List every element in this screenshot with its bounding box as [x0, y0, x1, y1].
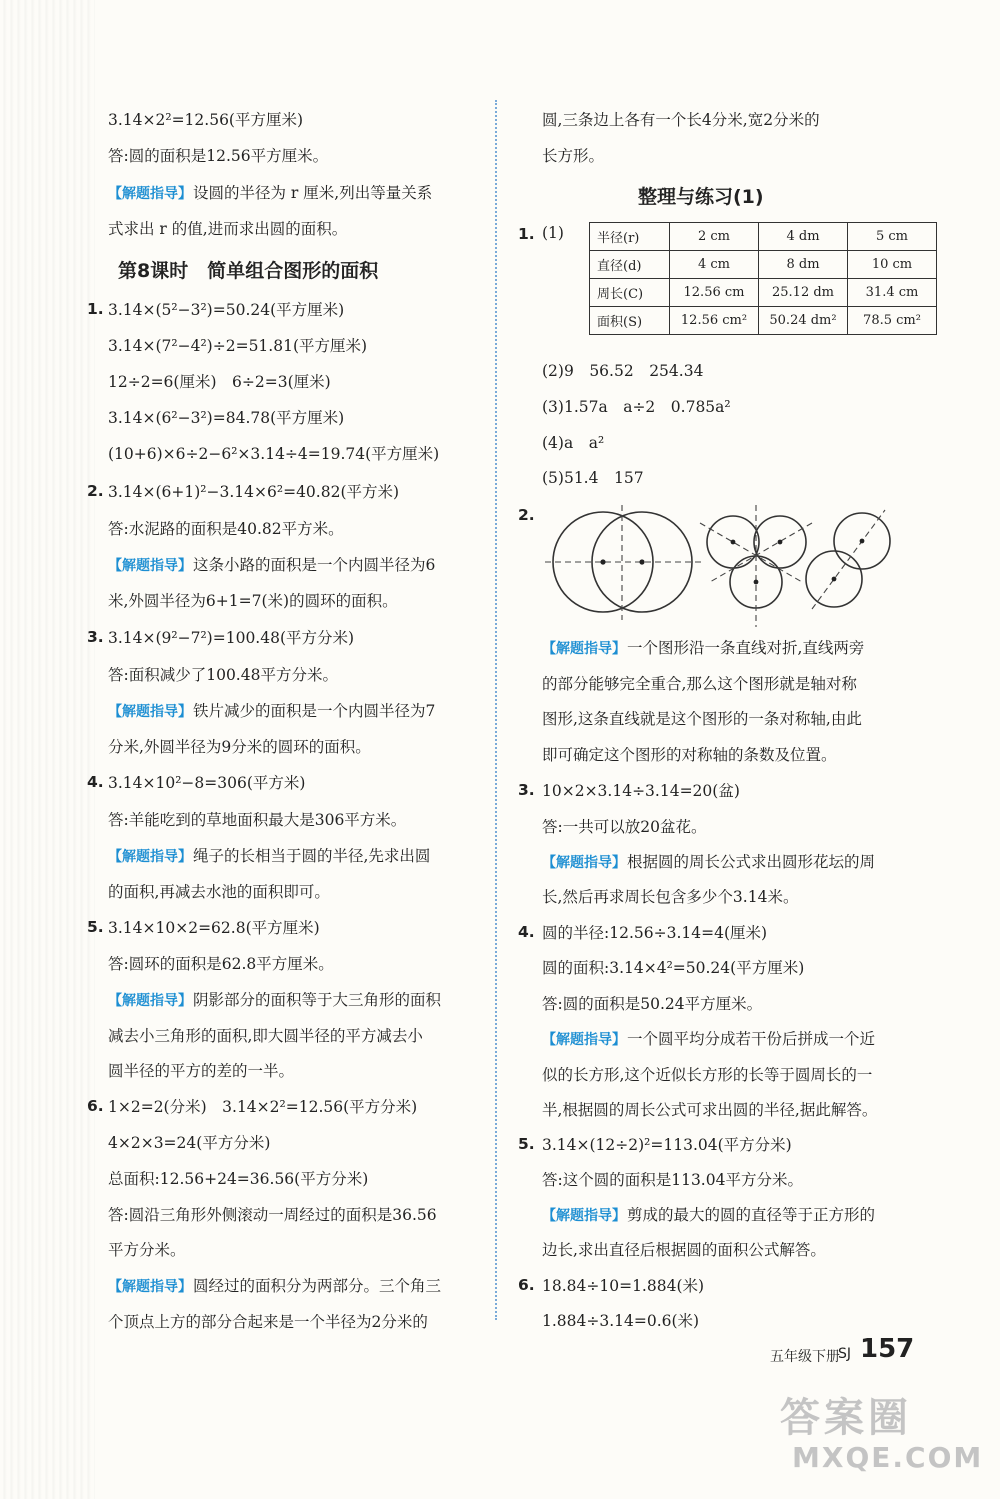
answer-line: 答:一共可以放20盆花。	[542, 818, 707, 836]
binding-edge	[0, 0, 95, 1499]
table-cell: 10 cm	[848, 251, 937, 279]
tip-line: 的部分能够完全重合,那么这个图形就是轴对称	[542, 675, 857, 693]
tip-line: 边长,求出直径后根据圆的面积公式解答。	[542, 1241, 826, 1259]
tip-label: 【解题指导】	[108, 558, 192, 574]
tip-line: 分米,外圆半径为9分米的圆环的面积。	[108, 738, 371, 756]
tip-text: 这条小路的面积是一个内圆半径为6	[193, 556, 436, 574]
tip-line	[108, 555, 435, 576]
answer-line: 答:水泥路的面积是40.82平方米。	[108, 520, 344, 538]
answer-line: 答:圆环的面积是62.8平方厘米。	[108, 955, 334, 973]
tip-line: 个顶点上方的部分合起来是一个半径为2分米的	[108, 1313, 428, 1331]
tip-text: 一个图形沿一条直线对折,直线两旁	[627, 639, 865, 657]
formula-line: 3.14×(7²−4²)÷2=51.81(平方厘米)	[108, 337, 368, 355]
table-row	[590, 223, 937, 251]
question-number: 3.	[87, 628, 104, 646]
center-dot	[639, 559, 644, 564]
table-cell: 面积(S)	[590, 307, 670, 335]
tip-label: 【解题指导】	[542, 1032, 626, 1048]
tip-text: 圆经过的面积分为两部分。三个角三	[193, 1277, 442, 1295]
tip-line	[542, 1205, 875, 1226]
tip-text: 根据圆的周长公式求出圆形花坛的周	[627, 853, 876, 871]
tip-line	[542, 638, 864, 659]
column-divider	[495, 100, 497, 1320]
formula-line: 10×2×3.14÷3.14=20(盆)	[542, 782, 740, 800]
formula-line: 12÷2=6(厘米) 6÷2=3(厘米)	[108, 373, 331, 391]
formula-line: 3.14×(6²−3²)=84.78(平方厘米)	[108, 409, 345, 427]
formula-line: 18.84÷10=1.884(米)	[542, 1277, 705, 1295]
symmetry-axis	[812, 510, 885, 609]
question-number: 5.	[518, 1135, 535, 1153]
question-number: 4.	[87, 773, 104, 791]
table-cell: 2 cm	[670, 223, 759, 251]
section-title: 第8课时 简单组合图形的面积	[118, 260, 379, 282]
text-line: 3.14×2²=12.56(平方厘米)	[108, 111, 304, 129]
table-cell: 半径(r)	[590, 223, 670, 251]
answer-line: 答:圆的面积是50.24平方厘米。	[542, 995, 763, 1013]
tip-label: 【解题指导】	[108, 993, 192, 1009]
tip-line: 减去小三角形的面积,即大圆半径的平方减去小	[108, 1027, 423, 1045]
answer-line: 平方分米。	[108, 1241, 186, 1259]
question-number: 5.	[87, 918, 104, 936]
formula-line: 3.14×(12÷2)²=113.04(平方分米)	[542, 1136, 792, 1154]
center-dot	[600, 559, 605, 564]
table-cell: 12.56 cm²	[670, 307, 759, 335]
tip-label: 【解题指导】	[542, 855, 626, 871]
table-cell: 8 dm	[759, 251, 848, 279]
table-cell: 直径(d)	[590, 251, 670, 279]
tip-line: 似的长方形,这个近似长方形的长等于圆周长的一	[542, 1066, 873, 1084]
formula-line: 3.14×(9²−7²)=100.48(平方分米)	[108, 629, 355, 647]
watermark	[780, 1395, 983, 1475]
section-title: 整理与练习(1)	[638, 186, 764, 208]
circle-table	[589, 222, 937, 335]
table-row	[590, 307, 937, 335]
center-dot	[731, 540, 736, 545]
footer-edition: SJ	[838, 1346, 852, 1362]
question-number: 6.	[87, 1097, 104, 1115]
tip-line	[108, 990, 441, 1011]
tip-line: 式求出 r 的值,进而求出圆的面积。	[108, 220, 348, 238]
answer-part: (5)51.4 157	[542, 469, 644, 487]
question-number: 2.	[518, 506, 535, 524]
tip-line: 的面积,再减去水池的面积即可。	[108, 883, 330, 901]
answer-line: 答:圆沿三角形外侧滚动一周经过的面积是36.56	[108, 1206, 437, 1224]
table-cell: 5 cm	[848, 223, 937, 251]
tip-label: 【解题指导】	[108, 186, 192, 202]
formula-line: (10+6)×6÷2−6²×3.14÷4=19.74(平方厘米)	[108, 445, 440, 463]
formula-line: 3.14×(5²−3²)=50.24(平方厘米)	[108, 301, 345, 319]
question-number: 1.	[518, 225, 535, 243]
table-row	[590, 251, 937, 279]
tip-line: 长,然后再求周长包含多少个3.14米。	[542, 888, 799, 906]
answer-line: 答:圆的面积是12.56平方厘米。	[108, 147, 329, 165]
part-label: (1)	[542, 224, 564, 242]
tip-line	[108, 183, 432, 204]
table-cell: 31.4 cm	[848, 279, 937, 307]
tip-line: 图形,这条直线就是这个图形的一条对称轴,由此	[542, 710, 862, 728]
center-dot	[754, 580, 759, 585]
tip-text: 设圆的半径为 r 厘米,列出等量关系	[193, 184, 433, 202]
watermark-url: MXQE.COM	[792, 1441, 984, 1474]
formula-line: 圆的面积:3.14×4²=50.24(平方厘米)	[542, 959, 805, 977]
symmetry-axis	[700, 523, 802, 582]
formula-line: 3.14×10²−8=306(平方米)	[108, 774, 306, 792]
question-number: 6.	[518, 1276, 535, 1294]
center-dot	[832, 577, 837, 582]
tip-text: 绳子的长相当于圆的半径,先求出圆	[193, 847, 431, 865]
text-line: 圆,三条边上各有一个长4分米,宽2分米的	[542, 111, 820, 129]
answer-part: (4)a a²	[542, 434, 605, 452]
tip-line: 圆半径的平方的差的一半。	[108, 1062, 295, 1080]
tip-text: 一个圆平均分成若干份后拼成一个近	[627, 1030, 876, 1048]
table-cell: 50.24 dm²	[759, 307, 848, 335]
tip-line	[542, 852, 875, 873]
tip-text: 剪成的最大的圆的直径等于正方形的	[627, 1206, 876, 1224]
center-dot	[860, 539, 865, 544]
table-cell: 12.56 cm	[670, 279, 759, 307]
formula-line: 3.14×10×2=62.8(平方厘米)	[108, 919, 320, 937]
answer-line: 答:这个圆的面积是113.04平方分米。	[542, 1171, 803, 1189]
question-number: 2.	[87, 482, 104, 500]
answer-line: 答:面积减少了100.48平方分米。	[108, 666, 338, 684]
table-cell: 25.12 dm	[759, 279, 848, 307]
tip-line	[108, 1276, 441, 1297]
tip-text: 阴影部分的面积等于大三角形的面积	[193, 991, 442, 1009]
footer-grade: 五年级下册	[770, 1349, 840, 1365]
watermark-title: 答案圈	[780, 1395, 912, 1441]
symmetry-axes-figure	[540, 505, 910, 630]
tip-label: 【解题指导】	[108, 1279, 192, 1295]
question-number: 1.	[87, 300, 104, 318]
formula-line: 1×2=2(分米) 3.14×2²=12.56(平方分米)	[108, 1098, 418, 1116]
text-line: 长方形。	[542, 147, 605, 165]
table-cell: 4 dm	[759, 223, 848, 251]
table-cell: 4 cm	[670, 251, 759, 279]
tip-line	[108, 846, 430, 867]
answer-part: (2)9 56.52 254.34	[542, 362, 704, 380]
formula-line: 总面积:12.56+24=36.56(平方分米)	[108, 1170, 369, 1188]
page-number: 157	[860, 1334, 915, 1364]
formula-line: 3.14×(6+1)²−3.14×6²=40.82(平方米)	[108, 483, 400, 501]
tip-line: 半,根据圆的周长公式可求出圆的半径,据此解答。	[542, 1101, 878, 1119]
table-cell: 78.5 cm²	[848, 307, 937, 335]
table-row	[590, 279, 937, 307]
tip-line: 即可确定这个图形的对称轴的条数及位置。	[542, 746, 837, 764]
tip-line: 米,外圆半径为6+1=7(米)的圆环的面积。	[108, 592, 398, 610]
center-dot	[778, 540, 783, 545]
tip-label: 【解题指导】	[108, 704, 192, 720]
tip-line	[108, 701, 435, 722]
tip-label: 【解题指导】	[108, 849, 192, 865]
question-number: 3.	[518, 781, 535, 799]
symmetry-axis	[710, 523, 812, 582]
tip-label: 【解题指导】	[542, 641, 626, 657]
answer-part: (3)1.57a a÷2 0.785a²	[542, 398, 731, 416]
answer-line: 答:羊能吃到的草地面积最大是306平方米。	[108, 811, 407, 829]
tip-label: 【解题指导】	[542, 1208, 626, 1224]
tip-line	[542, 1029, 875, 1050]
question-number: 4.	[518, 923, 535, 941]
table-cell: 周长(C)	[590, 279, 670, 307]
tip-text: 铁片减少的面积是一个内圆半径为7	[193, 702, 436, 720]
formula-line: 1.884÷3.14=0.6(米)	[542, 1312, 700, 1330]
formula-line: 圆的半径:12.56÷3.14=4(厘米)	[542, 924, 768, 942]
formula-line: 4×2×3=24(平方分米)	[108, 1134, 271, 1152]
